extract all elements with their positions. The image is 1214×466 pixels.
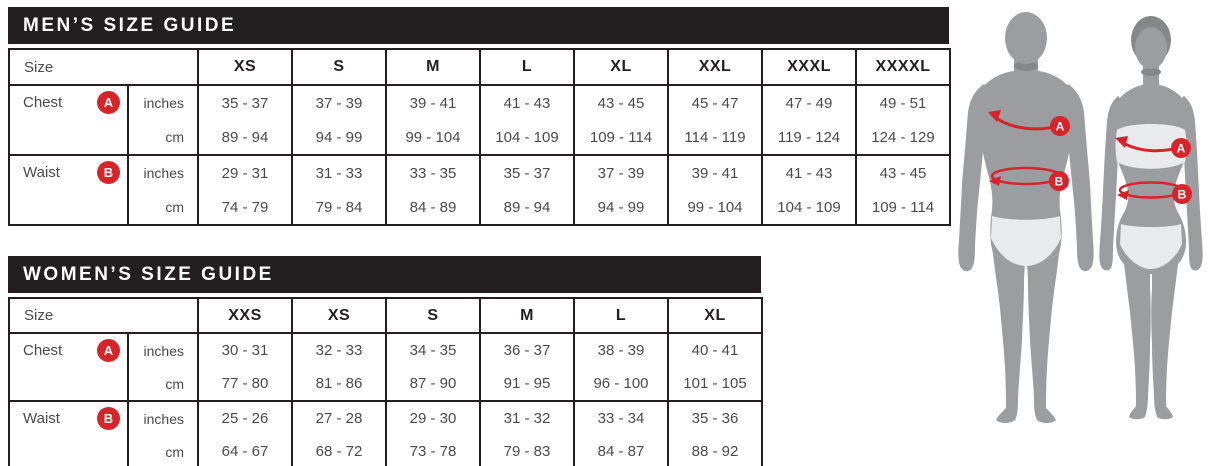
arrowhead-icon — [1117, 190, 1129, 200]
table-cell: 124 - 129 — [856, 120, 950, 155]
size-header: XXL — [668, 49, 762, 85]
table-cell: 36 - 37 — [480, 333, 574, 367]
womens-size-table — [8, 297, 763, 466]
marker-b-badge: B — [97, 407, 120, 430]
table-cell: 94 - 99 — [574, 190, 668, 225]
waist-label: Waist — [23, 164, 60, 181]
mens-waist-cm-row — [9, 190, 950, 225]
size-header: XXXXL — [856, 49, 950, 85]
mens-size-guide-section — [8, 7, 949, 226]
table-cell: 45 - 47 — [668, 85, 762, 120]
mens-size-header-row — [9, 49, 950, 85]
table-cell: 89 - 94 — [480, 190, 574, 225]
table-cell: 37 - 39 — [292, 85, 386, 120]
table-cell: 99 - 104 — [386, 120, 480, 155]
womens-size-header-row — [9, 298, 762, 333]
table-cell: 74 - 79 — [198, 190, 292, 225]
table-cell: 77 - 80 — [198, 367, 292, 401]
unit-label: inches — [128, 155, 198, 190]
table-cell: 30 - 31 — [198, 333, 292, 367]
table-cell: 39 - 41 — [386, 85, 480, 120]
size-header: M — [386, 49, 480, 85]
table-cell: 33 - 34 — [574, 401, 668, 435]
womens-guide-title: WOMEN’S SIZE GUIDE — [8, 256, 761, 293]
marker-b-label: B — [1177, 187, 1187, 202]
unit-label: cm — [128, 435, 198, 466]
size-row-label: Size — [9, 298, 198, 333]
table-cell: 47 - 49 — [762, 85, 856, 120]
table-cell: 101 - 105 — [668, 367, 762, 401]
table-cell: 91 - 95 — [480, 367, 574, 401]
table-cell: 29 - 31 — [198, 155, 292, 190]
table-cell: 31 - 33 — [292, 155, 386, 190]
table-cell: 114 - 119 — [668, 120, 762, 155]
unit-label: inches — [128, 333, 198, 367]
size-header: M — [480, 298, 574, 333]
marker-b-badge: B — [97, 161, 120, 184]
marker-a-badge: A — [97, 91, 120, 114]
table-cell: 25 - 26 — [198, 401, 292, 435]
table-cell: 104 - 109 — [762, 190, 856, 225]
mens-chest-inches-row — [9, 85, 950, 120]
table-cell: 84 - 87 — [574, 435, 668, 466]
table-cell: 64 - 67 — [198, 435, 292, 466]
table-cell: 31 - 32 — [480, 401, 574, 435]
chest-label-cell — [9, 333, 128, 401]
unit-label: cm — [128, 190, 198, 225]
male-figure — [958, 12, 1093, 423]
table-cell: 79 - 83 — [480, 435, 574, 466]
table-cell: 37 - 39 — [574, 155, 668, 190]
mens-size-table — [8, 48, 951, 226]
table-cell: 29 - 30 — [386, 401, 480, 435]
marker-a-label: A — [1055, 119, 1065, 134]
chest-label: Chest — [23, 94, 63, 111]
table-cell: 34 - 35 — [386, 333, 480, 367]
size-header: XS — [292, 298, 386, 333]
table-cell: 88 - 92 — [668, 435, 762, 466]
table-cell: 119 - 124 — [762, 120, 856, 155]
table-cell: 104 - 109 — [480, 120, 574, 155]
table-cell: 39 - 41 — [668, 155, 762, 190]
table-cell: 109 - 114 — [574, 120, 668, 155]
mens-guide-title: MEN’S SIZE GUIDE — [8, 7, 949, 44]
table-cell: 49 - 51 — [856, 85, 950, 120]
mens-chest-cm-row — [9, 120, 950, 155]
waist-label-cell — [9, 155, 128, 225]
table-cell: 109 - 114 — [856, 190, 950, 225]
size-header: S — [292, 49, 386, 85]
table-cell: 43 - 45 — [574, 85, 668, 120]
unit-label: inches — [128, 85, 198, 120]
womens-waist-inches-row — [9, 401, 762, 435]
table-cell: 41 - 43 — [762, 155, 856, 190]
table-cell: 84 - 89 — [386, 190, 480, 225]
size-header: XS — [198, 49, 292, 85]
size-header: L — [480, 49, 574, 85]
table-cell: 27 - 28 — [292, 401, 386, 435]
measurement-figures-illustration — [948, 0, 1214, 466]
marker-b-label: B — [1054, 174, 1064, 189]
female-figure — [1099, 16, 1202, 419]
chest-label-cell — [9, 85, 128, 155]
waist-label-cell — [9, 401, 128, 466]
size-header: XL — [668, 298, 762, 333]
size-header: L — [574, 298, 668, 333]
table-cell: 33 - 35 — [386, 155, 480, 190]
table-cell: 40 - 41 — [668, 333, 762, 367]
size-header: XXS — [198, 298, 292, 333]
table-cell: 94 - 99 — [292, 120, 386, 155]
table-cell: 79 - 84 — [292, 190, 386, 225]
mens-waist-inches-row — [9, 155, 950, 190]
size-header: XL — [574, 49, 668, 85]
table-cell: 32 - 33 — [292, 333, 386, 367]
table-cell: 99 - 104 — [668, 190, 762, 225]
table-cell: 96 - 100 — [574, 367, 668, 401]
table-cell: 73 - 78 — [386, 435, 480, 466]
womens-chest-inches-row — [9, 333, 762, 367]
table-cell: 41 - 43 — [480, 85, 574, 120]
size-header: XXXL — [762, 49, 856, 85]
table-cell: 68 - 72 — [292, 435, 386, 466]
chest-label: Chest — [23, 342, 63, 359]
table-cell: 43 - 45 — [856, 155, 950, 190]
marker-a-badge: A — [97, 339, 120, 362]
table-cell: 38 - 39 — [574, 333, 668, 367]
table-cell: 35 - 37 — [480, 155, 574, 190]
unit-label: inches — [128, 401, 198, 435]
marker-a-label: A — [1176, 141, 1186, 156]
waist-label: Waist — [23, 410, 60, 427]
table-cell: 89 - 94 — [198, 120, 292, 155]
unit-label: cm — [128, 367, 198, 401]
table-cell: 35 - 37 — [198, 85, 292, 120]
size-row-label: Size — [9, 49, 198, 85]
size-header: S — [386, 298, 480, 333]
table-cell: 35 - 36 — [668, 401, 762, 435]
table-cell: 81 - 86 — [292, 367, 386, 401]
table-cell: 87 - 90 — [386, 367, 480, 401]
unit-label: cm — [128, 120, 198, 155]
womens-size-guide-section — [8, 256, 761, 466]
